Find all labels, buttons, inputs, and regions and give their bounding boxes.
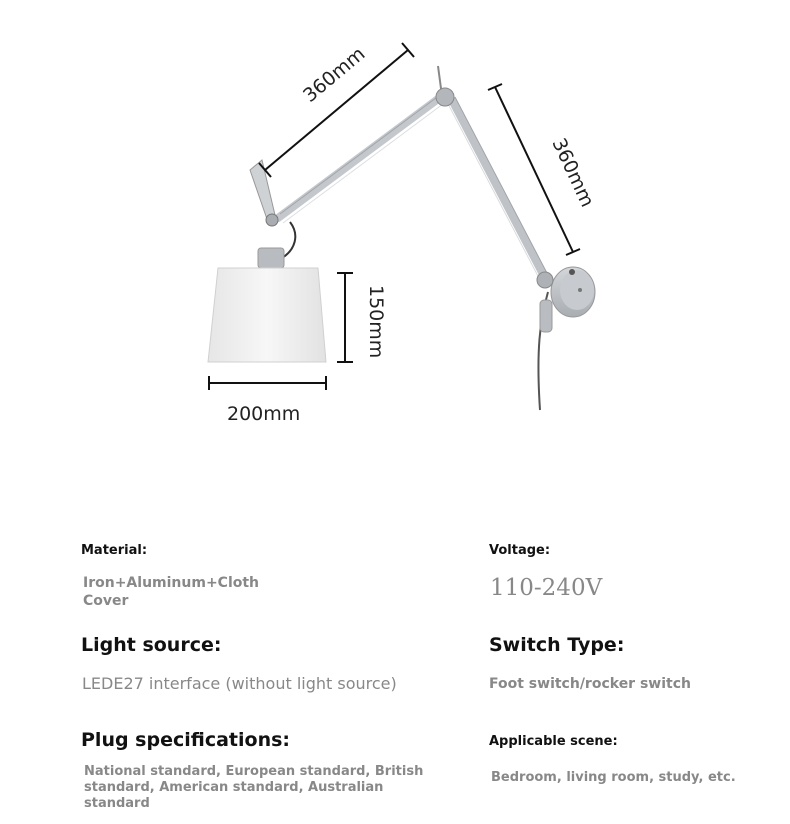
dimension-shade-width [209,376,326,390]
voltage-label: Voltage: [489,543,551,558]
switch-type-label: Switch Type: [489,634,625,656]
lamp-shade [208,248,326,362]
dimension-lower-arm-label: 360mm [547,134,599,211]
plug-specifications-value: National standard, European standard, British standard, American standard, Australian standard [84,764,424,811]
dimension-shade-width-label: 200mm [227,403,301,425]
voltage-value: 110-240V [490,575,603,601]
applicable-scene-value: Bedroom, living room, study, etc. [491,770,736,785]
light-source-value: LEDE27 interface (without light source) [82,674,397,693]
switch-type-value: Foot switch/rocker switch [489,676,691,692]
dimension-upper-arm-label: 360mm [299,42,370,107]
material-value: Iron+Aluminum+Cloth Cover [83,575,260,609]
lower-arm [446,97,553,288]
plug-specifications-label: Plug specifications: [81,729,290,751]
light-source-label: Light source: [81,634,222,656]
dimension-shade-height [337,273,353,362]
dimension-shade-height-label: 150mm [365,285,387,359]
applicable-scene-label: Applicable scene: [489,734,618,749]
material-label: Material: [81,543,148,558]
